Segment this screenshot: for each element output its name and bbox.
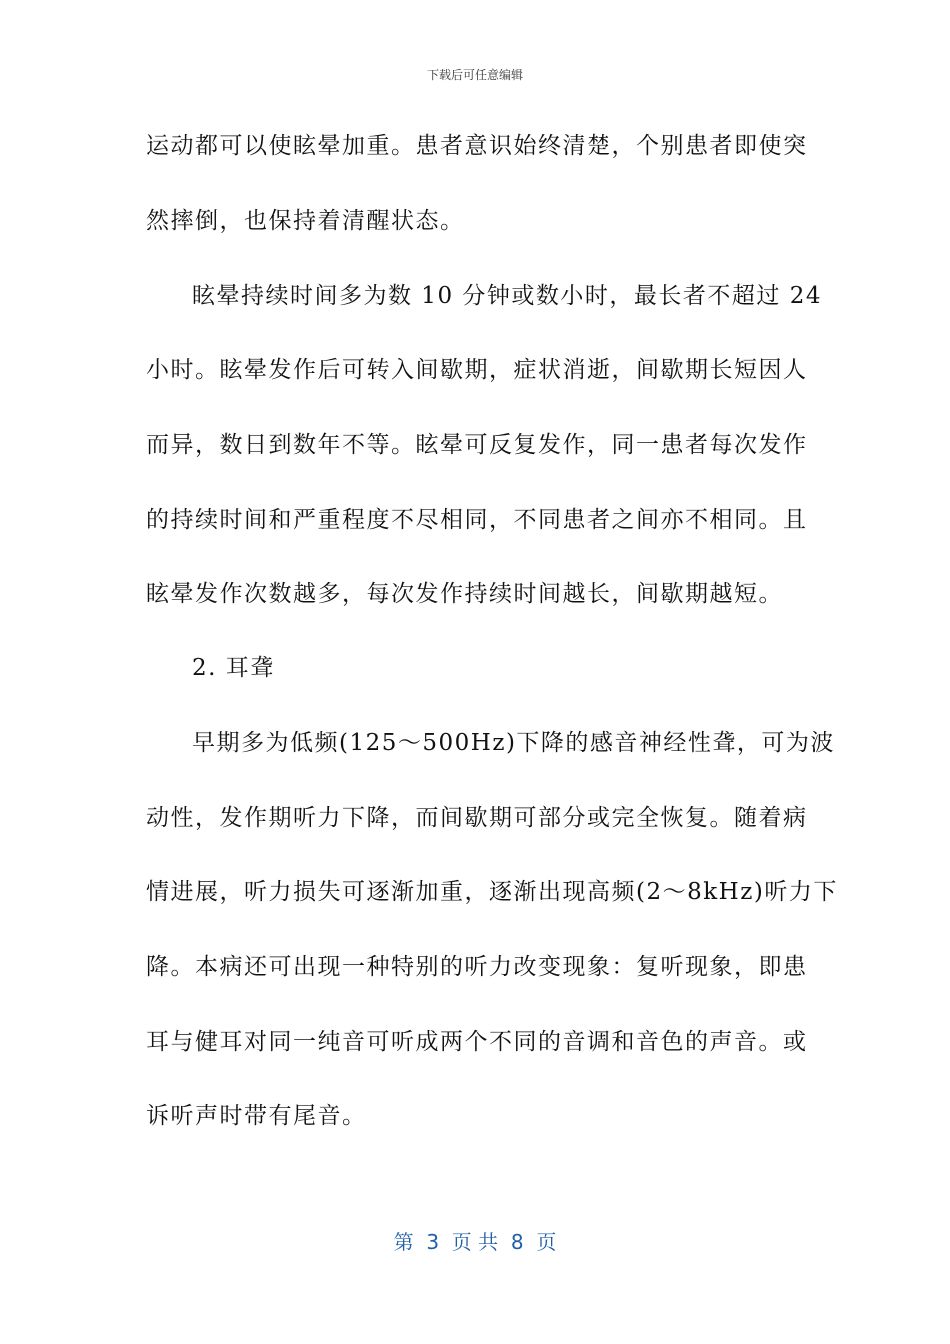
text-line: 的持续时间和严重程度不尽相同，不同患者之间亦不相同。且 bbox=[146, 507, 808, 533]
text-line: 降。本病还可出现一种特别的听力改变现象：复听现象，即患 bbox=[146, 954, 808, 980]
text-line: 运动都可以使眩晕加重。患者意识始终清楚，个别患者即使突 bbox=[146, 133, 808, 159]
text-line: 眩晕持续时间多为数 10 分钟或数小时，最长者不超过 24 bbox=[192, 283, 822, 309]
text-line: 而异，数日到数年不等。眩晕可反复发作，同一患者每次发作 bbox=[146, 432, 808, 458]
text-line: 眩晕发作次数越多，每次发作持续时间越长，间歇期越短。 bbox=[146, 581, 783, 607]
text-line: 情进展，听力损失可逐渐加重，逐渐出现高频(2～8kHz)听力下 bbox=[146, 879, 838, 905]
text-line: 耳与健耳对同一纯音可听成两个不同的音调和音色的声音。或 bbox=[146, 1029, 808, 1055]
text-line: 然摔倒，也保持着清醒状态。 bbox=[146, 208, 465, 234]
text-line: 诉听声时带有尾音。 bbox=[146, 1103, 367, 1129]
section-heading: 2. 耳聋 bbox=[192, 655, 275, 681]
text-line: 小时。眩晕发作后可转入间歇期，症状消逝，间歇期长短因人 bbox=[146, 357, 808, 383]
text-line: 早期多为低频(125～500Hz)下降的感音神经性聋，可为波 bbox=[192, 730, 835, 756]
header-note: 下载后可任意编辑 bbox=[426, 68, 523, 82]
page-number: 第 3 页 共 8 页 bbox=[393, 1230, 557, 1254]
text-line: 动性，发作期听力下降，而间歇期可部分或完全恢复。随着病 bbox=[146, 805, 808, 831]
